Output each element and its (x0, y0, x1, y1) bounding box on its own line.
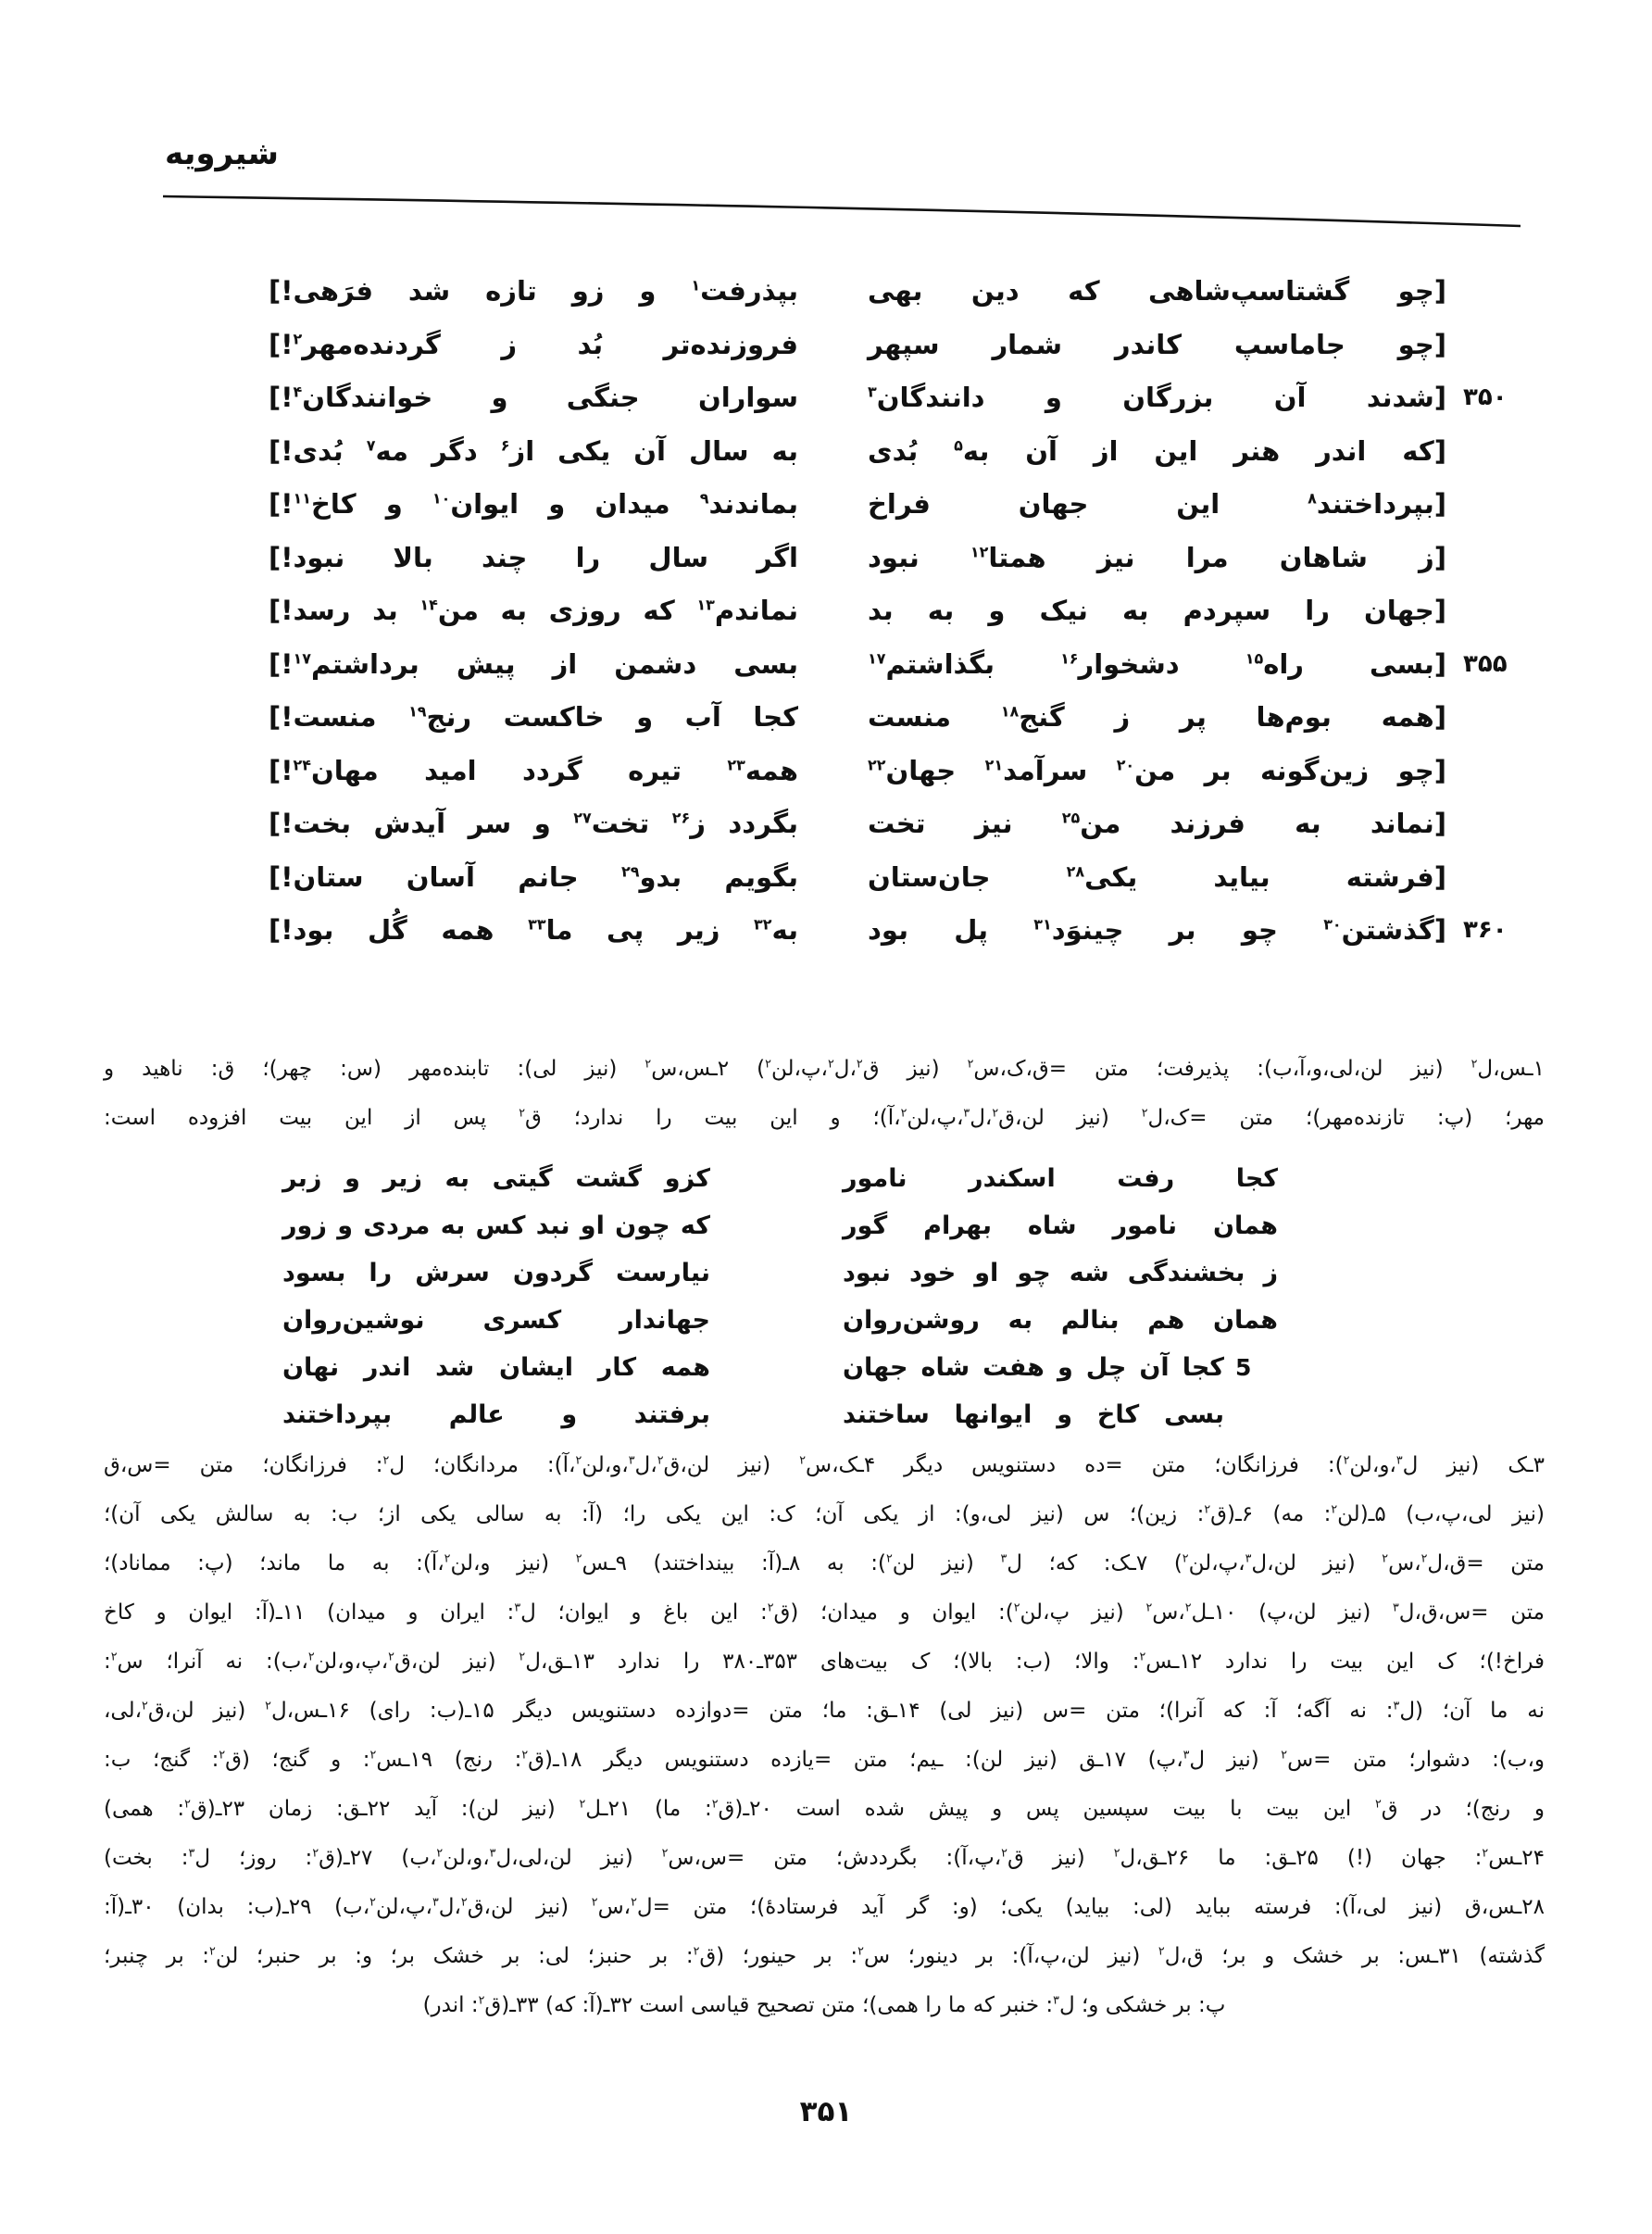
poem-verse-row (269, 745, 1446, 798)
hemistich-first: [نماند به فرزند من$^{۲۵}$ نیز تخت (868, 808, 1446, 839)
inset-verse-row (282, 1249, 1278, 1297)
hemistich-second: کزو گشت گیتی به زیر و زبر (282, 1164, 710, 1193)
hemistich-first: [بسی راه$^{۱۵}$ دشخوار$^{۱۶}$ بگذاشتم$^{۱۷}$ (868, 647, 1447, 680)
hemistich-second: جهاندار کسری نوشین‌روان (282, 1306, 710, 1335)
hemistich-first: [که اندر هنر این از آن به$^۵$ بُدی (868, 434, 1446, 467)
hemistich-second: سواران جنگی و خوانندگان$^۴$!] (269, 382, 798, 413)
hemistich-second: اگر سال را چند بالا نبود!] (269, 541, 798, 573)
hemistich-second: برفتند و عالم بپرداختند (282, 1400, 710, 1429)
inset-verse-row (282, 1202, 1278, 1249)
hemistich-first: [چو جاماسپ کاندر شمار سپهر (868, 328, 1446, 360)
verse-number-350: ۳۵۰ (1463, 383, 1508, 411)
hemistich-second: نیارست گردون سرش را بسود (282, 1259, 710, 1287)
hemistich-first: [ز شاهان مرا نیز همتا$^{۱۲}$ نبود (868, 541, 1446, 573)
poem-verse-row (269, 532, 1446, 585)
poem-verse-row (269, 851, 1446, 905)
header-rule (159, 185, 1528, 235)
hemistich-second: همه کار ایشان شد اندر نهان (282, 1353, 710, 1382)
hemistich-first: [بپرداختند$^۸$ این جهان فراخ (868, 488, 1446, 520)
inset-verse-number-5: 5 (1235, 1354, 1252, 1381)
poem-verse-row (269, 478, 1446, 532)
hemistich-second: کجا آب و خاکست رنج$^{۱۹}$ منست!] (269, 701, 799, 733)
inset-verse-row (282, 1297, 1278, 1344)
poem-verse-row (269, 638, 1508, 692)
apparatus-note-line: نه ما آن؛ (ل$^۳$: نه آگه؛ آ: که آنرا)؛ متن =س (نیز لی) ۱۴ـق: ما؛ متن =دوازده دستنویس دیگر ۱۵ـ(ب: رای) ۱۶ـس،ل$^۲$ (نیز لن،ق$^۲$،لی، (104, 1698, 1545, 1723)
hemistich-first: [فرشته بیاید یکی$^{۲۸}$ جان‌ستان (868, 860, 1446, 893)
apparatus-note-line: متن =س،ق،ل$^۳$ (نیز لن،پ) ۱۰ـل$^۲$،س$^۲$ (نیز پ،لن$^۲$): ایوان و میدان؛ (ق$^۲$: این باغ و ایوان؛ ل$^۳$: ایران و میدان) ۱۱ـ(آ: ایوان و کاخ (104, 1600, 1545, 1625)
hemistich-first: [شدند آن بزرگان و دانندگان$^۳$ (868, 382, 1446, 413)
hemistich-first: [جهان را سپردم به نیک و به بد (868, 595, 1446, 626)
poem-verse-row (269, 425, 1446, 479)
hemistich-second: به$^{۳۲}$ زیر پی ما$^{۳۳}$ همه گُل بود!] (269, 914, 798, 946)
poem-verse-row (269, 265, 1446, 319)
hemistich-first: همان نامور شاه بهرام گور (843, 1211, 1278, 1240)
poem-verse-row (269, 691, 1446, 745)
hemistich-first: [چو گشتاسپ‌شاهی که دین بهی (868, 275, 1446, 307)
poem-verse-row (269, 371, 1508, 425)
page-number: ۳۵۱ (799, 2095, 853, 2128)
main-poem (269, 265, 1508, 958)
page-header-title: شیرویه (165, 135, 279, 172)
hemistich-second: بگردد ز$^{۲۶}$ تخت$^{۲۷}$ و سر آیدش بخت!] (269, 808, 798, 839)
hemistich-first: کجا آن چل و هفت شاه جهان (843, 1353, 1224, 1382)
hemistich-second: که چون او نبد کس به مردی و زور (282, 1211, 710, 1240)
hemistich-first: بسی کاخ و ایوانها ساختند (843, 1400, 1224, 1429)
apparatus-note-line: و،ب): دشوار؛ متن =س$^۲$ (نیز ل$^۳$،پ) ۱۷ـق (نیز لن): ـیم؛ متن =یازده دستنویس دیگر ۱۸ـ(ق$^۲$: رنج) ۱۹ـس$^۲$: و گنج؛ (ق$^۲$: گنج؛ ب: (104, 1747, 1545, 1772)
inset-added-verses (282, 1155, 1278, 1438)
poem-verse-row (269, 797, 1446, 851)
hemistich-first: همان هم بنالم به روشن‌روان (843, 1306, 1278, 1335)
hemistich-first: کجا رفت اسکندر نامور (843, 1164, 1278, 1193)
apparatus-note-line: (نیز لی،پ،ب) ۵ـ(لن$^۲$: مه) ۶ـ(ق$^۲$: زین)؛ س (نیز لی،و): از یکی آن؛ ک: این یکی را؛ (آ: به سالی یکی از؛ ب: به سالش یکی آن)؛ (104, 1501, 1546, 1526)
hemistich-first: [گذشتن$^{۳۰}$ چو بر چینوَد$^{۳۱}$ پل بود (868, 914, 1446, 946)
poem-verse-row (269, 319, 1446, 372)
apparatus-note-line: فراخ!)؛ ک این بیت را ندارد ۱۲ـس$^۲$: والا؛ (ب: بالا)؛ ک بیت‌های ۳۵۳ـ۳۸۰ را ندارد ۱۳ـق،ل$^۲$ (نیز لن،ق$^۲$،پ،و،لن$^۲$،ب): نه آنرا؛ س$^۲$: (104, 1649, 1545, 1674)
hemistich-second: بسی دشمن از پیش برداشتم$^{۱۷}$!] (269, 647, 798, 680)
apparatus-note-line: متن =ق،ل$^۲$،س$^۲$ (نیز لن،ل$^۳$،پ،لن$^۲$) ۷ـک: که؛ ل$^۳$ (نیز لن$^۲$): به ۸ـ(آ: بینداختند) ۹ـس$^۲$ (نیز و،لن$^۲$،آ): به ما ماند؛ (پ: مماناد)؛ (104, 1550, 1545, 1575)
hemistich-first: ز بخشندگی شه چو او خود نبود (843, 1259, 1278, 1287)
poem-verse-row (269, 904, 1508, 958)
apparatus-note-line: ۱ـس،ل$^۲$ (نیز لن،لی،و،آ،ب): پذیرفت؛ متن =ق،ک،س$^۲$ (نیز ق$^۲$،ل$^۲$،پ،لن$^۲$) ۲ـس،س$^۲$ (نیز لی): تابنده‌مهر (س: چهر)؛ ق: ناهید و (104, 1056, 1545, 1081)
apparatus-note-line: ۲۴ـس$^۲$: جهان (!) ۲۵ـق: ما ۲۶ـق،ل$^۲$ (نیز ق$^۲$،پ،آ): بگرددش؛ متن =س،س$^۲$ (نیز لن،لی،ل$^۳$،و،لن$^۲$،ب) ۲۷ـ(ق$^۲$: روز؛ ل$^۳$: بخت) (104, 1845, 1545, 1870)
hemistich-second: فروزنده‌تر بُد ز گردنده‌مهر$^۲$!] (269, 328, 798, 360)
apparatus-note-line: و رنج)؛ در ق$^۲$ این بیت با بیت سپسین پس و پیش شده است ۲۰ـ(ق$^۲$: ما) ۲۱ـل$^۲$ (نیز لن): آید ۲۲ـق: زمان ۲۳ـ(ق$^۲$: همی) (104, 1796, 1545, 1821)
hemistich-second: نماندم$^{۱۳}$ که روزی به من$^{۱۴}$ بد رسد!] (269, 595, 799, 626)
hemistich-second: به سال آن یکی از$^۶$ دگر مه$^۷$ بُدی!] (269, 434, 798, 467)
hemistich-second: بماندند$^۹$ میدان و ایوان$^{۱۰}$ و کاخ$^{۱۱}$!] (269, 488, 798, 520)
apparatus-top-block (104, 1045, 1545, 1143)
hemistich-first: [چو زین‌گونه بر من$^{۲۰}$ سرآمد$^{۲۱}$ جهان$^{۲۲}$ (868, 754, 1446, 786)
inset-verse-row (282, 1391, 1278, 1438)
verse-number-360: ۳۶۰ (1463, 916, 1508, 944)
hemistich-second: بپذرفت$^۱$ و زو تازه شد فرَهی!] (269, 275, 798, 307)
apparatus-note-line: گذشته) ۳۱ـس: بر خشک و بر؛ ق،ل$^۲$ (نیز لن،پ،آ): بر دینور؛ س$^۲$: بر حینور؛ (ق$^۲$: بر حنبز؛ لی: بر خشک بر؛ و: بر حنبر؛ لن$^۲$: بر چنبر؛ (104, 1943, 1545, 1968)
verse-number-355: ۳۵۵ (1463, 649, 1508, 678)
apparatus-note-line: ۳ـک (نیز ل$^۳$،و،لن$^۲$): فرزانگان؛ متن =ده دستنویس دیگر ۴ـک،س$^۲$ (نیز لن،ق$^۲$،ل$^۳$،و،لن$^۲$،آ): مردانگان؛ ل$^۲$: فرزانگان؛ متن =س،ق (104, 1452, 1546, 1477)
apparatus-note-line-last: پ: بر خشکی و؛ ل$^۳$: خنبر که ما را همی)؛ متن تصحیح قیاسی است ۳۲ـ(آ: که) ۳۳ـ(ق$^۲$: اندر) (422, 1992, 1226, 2017)
inset-verse-row (282, 1155, 1278, 1202)
poem-verse-row (269, 584, 1446, 638)
inset-verse-row (282, 1344, 1278, 1391)
hemistich-second: بگویم بدو$^{۲۹}$ جانم آسان ستان!] (269, 860, 798, 893)
apparatus-bottom-block (104, 1441, 1545, 2030)
apparatus-note-line: ۲۸ـس،ق (نیز لی،آ): فرسته بباید (لی: بیاید) یکی؛ (و: گر آید فرستادهٔ)؛ متن =ل$^۲$،س$^۲$ (نیز لن،ق$^۲$،ل$^۳$،پ،لن$^۲$،ب) ۲۹ـ(ب: بدان) ۳۰ـ(آ: (104, 1894, 1545, 1919)
hemistich-first: [همه بوم‌ها پر ز گنج$^{۱۸}$ منست (868, 701, 1446, 733)
apparatus-note-line: مهر؛ (پ: تازنده‌مهر)؛ متن =ک،ل$^۲$ (نیز لن،ق$^۲$،ل$^۳$،پ،لن$^۲$،آ)؛ و این بیت را ندارد؛ ق$^۲$ پس از این بیت افزوده است: (104, 1105, 1545, 1130)
hemistich-second: همه$^{۲۳}$ تیره گردد امید مهان$^{۲۴}$!] (269, 754, 798, 786)
